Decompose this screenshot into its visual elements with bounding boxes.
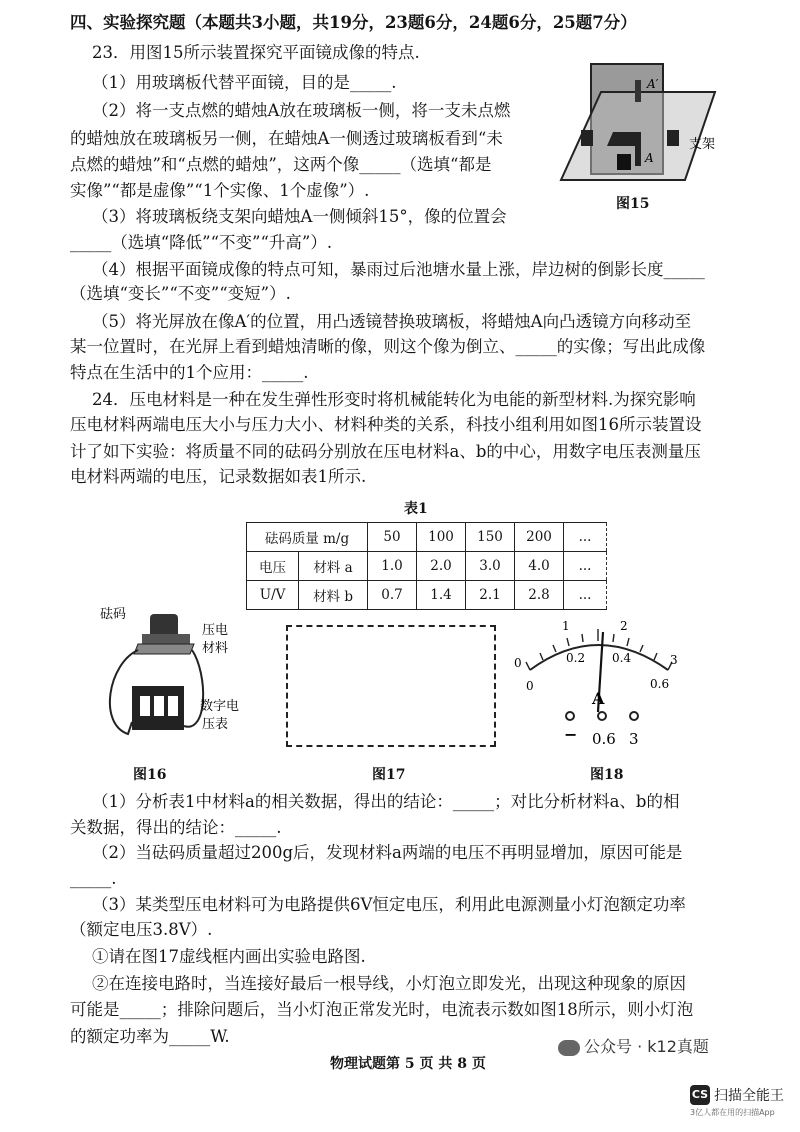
label-a-prime: A′ xyxy=(647,77,659,91)
watermark-text: 公众号 · k12真题 xyxy=(584,1037,709,1056)
section-title: 四、实验探究题（本题共3小题，共19分，23题6分，24题6分，25题7分） xyxy=(70,13,637,32)
table-cell: ... xyxy=(564,552,607,581)
q24-line3: 计了如下实验：将质量不同的砝码分别放在压电材料a、b的中心，用数字电压表测量压 xyxy=(70,442,701,461)
q23-part2-line3: 点燃的蜡烛”和“点燃的蜡烛”，这两个像_____（选填“都是 xyxy=(70,155,492,174)
q24-sub3-line3: ①请在图17虚线框内画出实验电路图. xyxy=(92,947,366,966)
terminal-negative: − xyxy=(564,725,578,744)
q23-part3-line2: _____（选填“降低”“不变”“升高”）. xyxy=(70,233,333,252)
q24-line4: 电材料两端的电压，记录数据如表1所示. xyxy=(70,467,367,486)
q24-line1: 24．压电材料是一种在发生弹性形变时将机械能转化为电能的新型材料.为探究影响 xyxy=(92,390,696,409)
figure-16-apparatus xyxy=(98,604,268,754)
table-cell: 2.8 xyxy=(515,581,564,610)
table-cell: 1.0 xyxy=(368,552,417,581)
label-support: 支架 xyxy=(689,137,716,152)
figure-17-dashed-box xyxy=(286,625,496,747)
figure-15-mirror-setup xyxy=(555,62,735,212)
scale-top-3: 3 xyxy=(670,653,678,667)
table-cell: 3.0 xyxy=(466,552,515,581)
scale-bottom-02: 0.2 xyxy=(566,651,586,665)
terminal-3: 3 xyxy=(629,730,639,748)
fig16-caption: 图16 xyxy=(133,767,167,783)
table-cell: 50 xyxy=(368,523,417,552)
page-footer: 物理试题第 5 页 共 8 页 xyxy=(330,1056,486,1072)
q24-sub3-line4: ②在连接电路时，当连接好最后一根导线，小灯泡立即发光，出现这种现象的原因 xyxy=(92,974,686,993)
table-row xyxy=(247,523,607,552)
scale-bottom-06: 0.6 xyxy=(650,677,670,691)
q24-line2: 压电材料两端电压大小与压力大小、材料种类的关系，科技小组利用如图16所示装置设 xyxy=(70,415,702,434)
piezo-label-1: 压电 xyxy=(202,623,229,638)
table-cell: 2.0 xyxy=(417,552,466,581)
q24-sub2-line2: _____. xyxy=(70,869,117,888)
table-cell: 100 xyxy=(417,523,466,552)
q24-sub1-line1: （1）分析表1中材料a的相关数据，得出的结论：_____；对比分析材料a、b的相 xyxy=(92,792,680,811)
q24-sub3-line2: （额定电压3.8V）. xyxy=(70,920,213,939)
q24-sub1-line2: 关数据，得出的结论：_____. xyxy=(70,818,282,837)
table-cell: 2.1 xyxy=(466,581,515,610)
table-cell: ... xyxy=(564,523,607,552)
fig17-caption: 图17 xyxy=(372,767,406,783)
q23-part2-line2: 的蜡烛放在玻璃板另一侧，在蜡烛A一侧透过玻璃板看到“未 xyxy=(70,129,503,148)
q24-sub2-line1: （2）当砝码质量超过200g后，发现材料a两端的电压不再明显增加，原因可能是 xyxy=(92,843,683,862)
terminal-0-6: 0.6 xyxy=(592,730,616,748)
scale-top-1: 1 xyxy=(562,619,570,633)
q23-part4-line1: （4）根据平面镜成像的特点可知，暴雨过后池塘水量上涨，岸边树的倒影长度_____ xyxy=(92,260,705,279)
fig18-caption: 图18 xyxy=(590,767,624,783)
wechat-icon xyxy=(558,1040,580,1056)
table-cell: ... xyxy=(564,581,607,610)
voltage-label: 电压 xyxy=(247,552,299,581)
material-a-label: 材料 a xyxy=(299,552,368,581)
scale-bottom-04: 0.4 xyxy=(612,651,632,665)
q23-part4-line2: （选填“变长”“不变”“变短”）. xyxy=(70,284,291,303)
q23-part1: （1）用玻璃板代替平面镜，目的是_____. xyxy=(92,73,397,92)
q23-part5-line2: 某一位置时，在光屏上看到蜡烛清晰的像，则这个像为倒立、_____的实像；写出此成像 xyxy=(70,337,706,356)
mass-header: 砝码质量 m/g xyxy=(247,523,368,552)
table-row xyxy=(247,552,607,581)
scanner-logo xyxy=(690,1084,784,1118)
table-cell: 200 xyxy=(515,523,564,552)
scale-top-2: 2 xyxy=(620,619,628,633)
table-row xyxy=(247,581,607,610)
voltage-unit-label: U/V xyxy=(247,581,299,610)
meter-label-2: 压表 xyxy=(202,717,229,732)
scale-top-0: 0 xyxy=(514,656,522,670)
q23-stem: 23．用图15所示装置探究平面镜成像的特点. xyxy=(92,43,420,62)
scale-bottom-0: 0 xyxy=(526,679,534,693)
material-b-label: 材料 b xyxy=(299,581,368,610)
table-cell: 150 xyxy=(466,523,515,552)
q23-part2-line1: （2）将一支点燃的蜡烛A放在玻璃板一侧，将一支未点燃 xyxy=(92,101,511,120)
table-cell: 0.7 xyxy=(368,581,417,610)
unit-label: A xyxy=(592,689,605,708)
scanner-name: 扫描全能王 xyxy=(714,1087,784,1104)
figure-18-ammeter xyxy=(508,612,688,752)
q23-part5-line1: （5）将光屏放在像A′的位置，用凸透镜替换玻璃板，将蜡烛A向凸透镜方向移动至 xyxy=(92,312,692,331)
q24-sub3-line6: 的额定功率为_____W. xyxy=(70,1027,230,1046)
data-table xyxy=(246,522,607,610)
q23-part5-line3: 特点在生活中的1个应用：_____. xyxy=(70,363,309,382)
meter-label-1: 数字电 xyxy=(200,699,240,714)
piezo-label-2: 材料 xyxy=(202,641,229,656)
q24-sub3-line1: （3）某类型压电材料可为电路提供6V恒定电压，利用此电源测量小灯泡额定功率 xyxy=(92,895,686,914)
scanner-slogan: 3亿人都在用的扫描App xyxy=(690,1107,775,1117)
fig15-caption: 图15 xyxy=(616,196,650,212)
weight-label: 砝码 xyxy=(100,607,127,622)
table-caption: 表1 xyxy=(404,501,428,517)
table-cell: 4.0 xyxy=(515,552,564,581)
table-cell: 1.4 xyxy=(417,581,466,610)
label-a: A xyxy=(645,151,654,165)
q23-part2-line4: 实像”“都是虚像”“1个实像、1个虚像”）. xyxy=(70,181,370,200)
watermark xyxy=(558,1034,709,1057)
q23-part3-line1: （3）将玻璃板绕支架向蜡烛A一侧倾斜15°，像的位置会 xyxy=(92,207,507,226)
q24-sub3-line5: 可能是_____；排除问题后，当小灯泡正常发光时，电流表示数如图18所示，则小灯泡 xyxy=(70,1000,694,1019)
camscanner-icon: CS xyxy=(690,1085,710,1105)
